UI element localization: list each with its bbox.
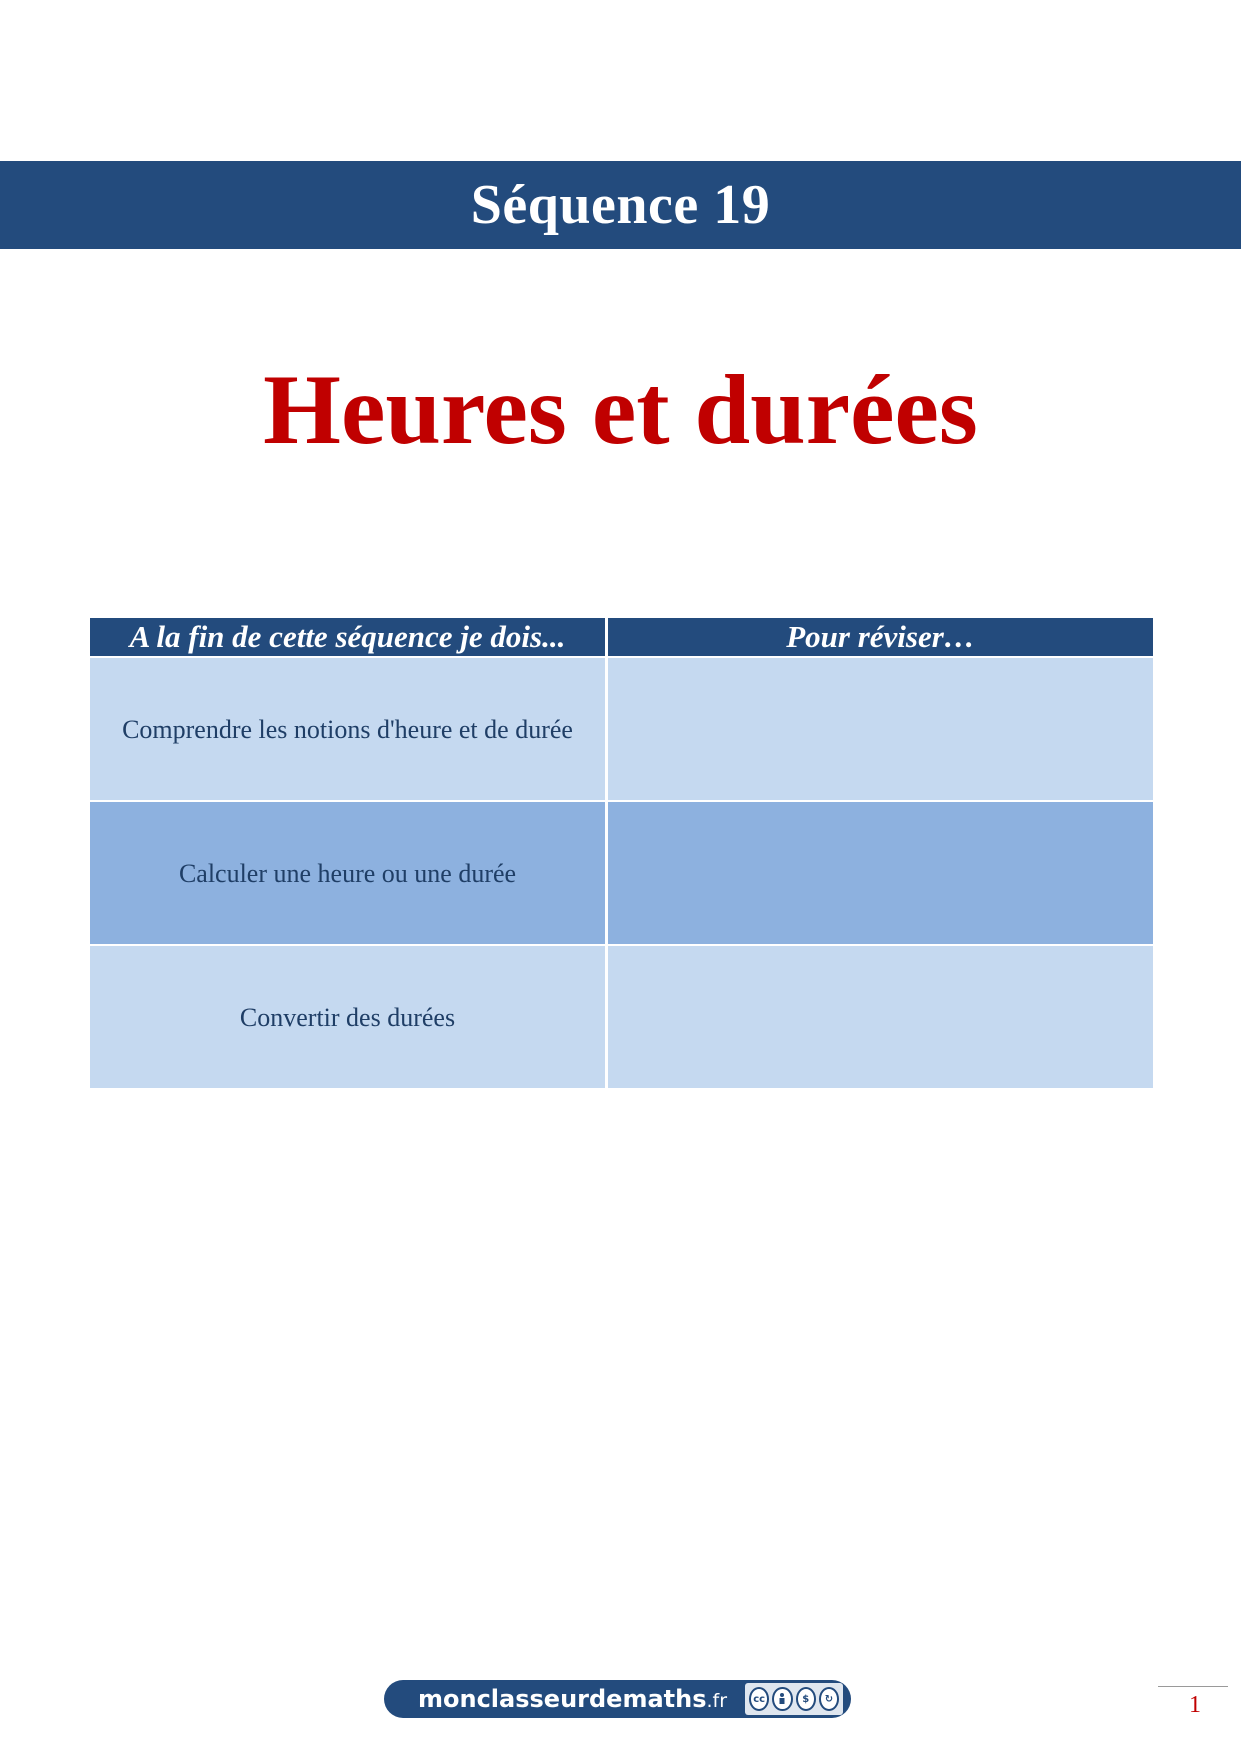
cc-icon: cc bbox=[749, 1687, 769, 1711]
table-row bbox=[90, 946, 1153, 1088]
by-icon bbox=[772, 1687, 792, 1711]
table-row bbox=[90, 802, 1153, 944]
sequence-banner bbox=[0, 161, 1241, 249]
site-suffix: .fr bbox=[706, 1690, 728, 1712]
objective-cell: Calculer une heure ou une durée bbox=[90, 802, 605, 944]
objectives-table bbox=[90, 618, 1153, 1088]
objective-cell: Comprendre les notions d'heure et de durée bbox=[90, 658, 605, 800]
header-objectives: A la fin de cette séquence je dois... bbox=[90, 618, 605, 656]
sa-icon: ↻ bbox=[819, 1687, 839, 1711]
table-row bbox=[90, 658, 1153, 800]
revise-cell bbox=[608, 802, 1153, 944]
cc-license-badge[interactable] bbox=[745, 1683, 843, 1715]
site-name: monclasseurdemaths.fr bbox=[418, 1685, 728, 1713]
objective-cell: Convertir des durées bbox=[90, 946, 605, 1088]
revise-cell bbox=[608, 946, 1153, 1088]
page-number-rule bbox=[1158, 1686, 1228, 1687]
page-number: 1 bbox=[1189, 1692, 1201, 1718]
sequence-label: Séquence 19 bbox=[470, 174, 771, 236]
revise-cell bbox=[608, 658, 1153, 800]
nc-icon: $ bbox=[796, 1687, 816, 1711]
header-revise: Pour réviser… bbox=[608, 618, 1153, 656]
footer-site-link[interactable] bbox=[384, 1680, 851, 1718]
table-header bbox=[90, 618, 1153, 656]
page-title: Heures et durées bbox=[263, 354, 978, 465]
